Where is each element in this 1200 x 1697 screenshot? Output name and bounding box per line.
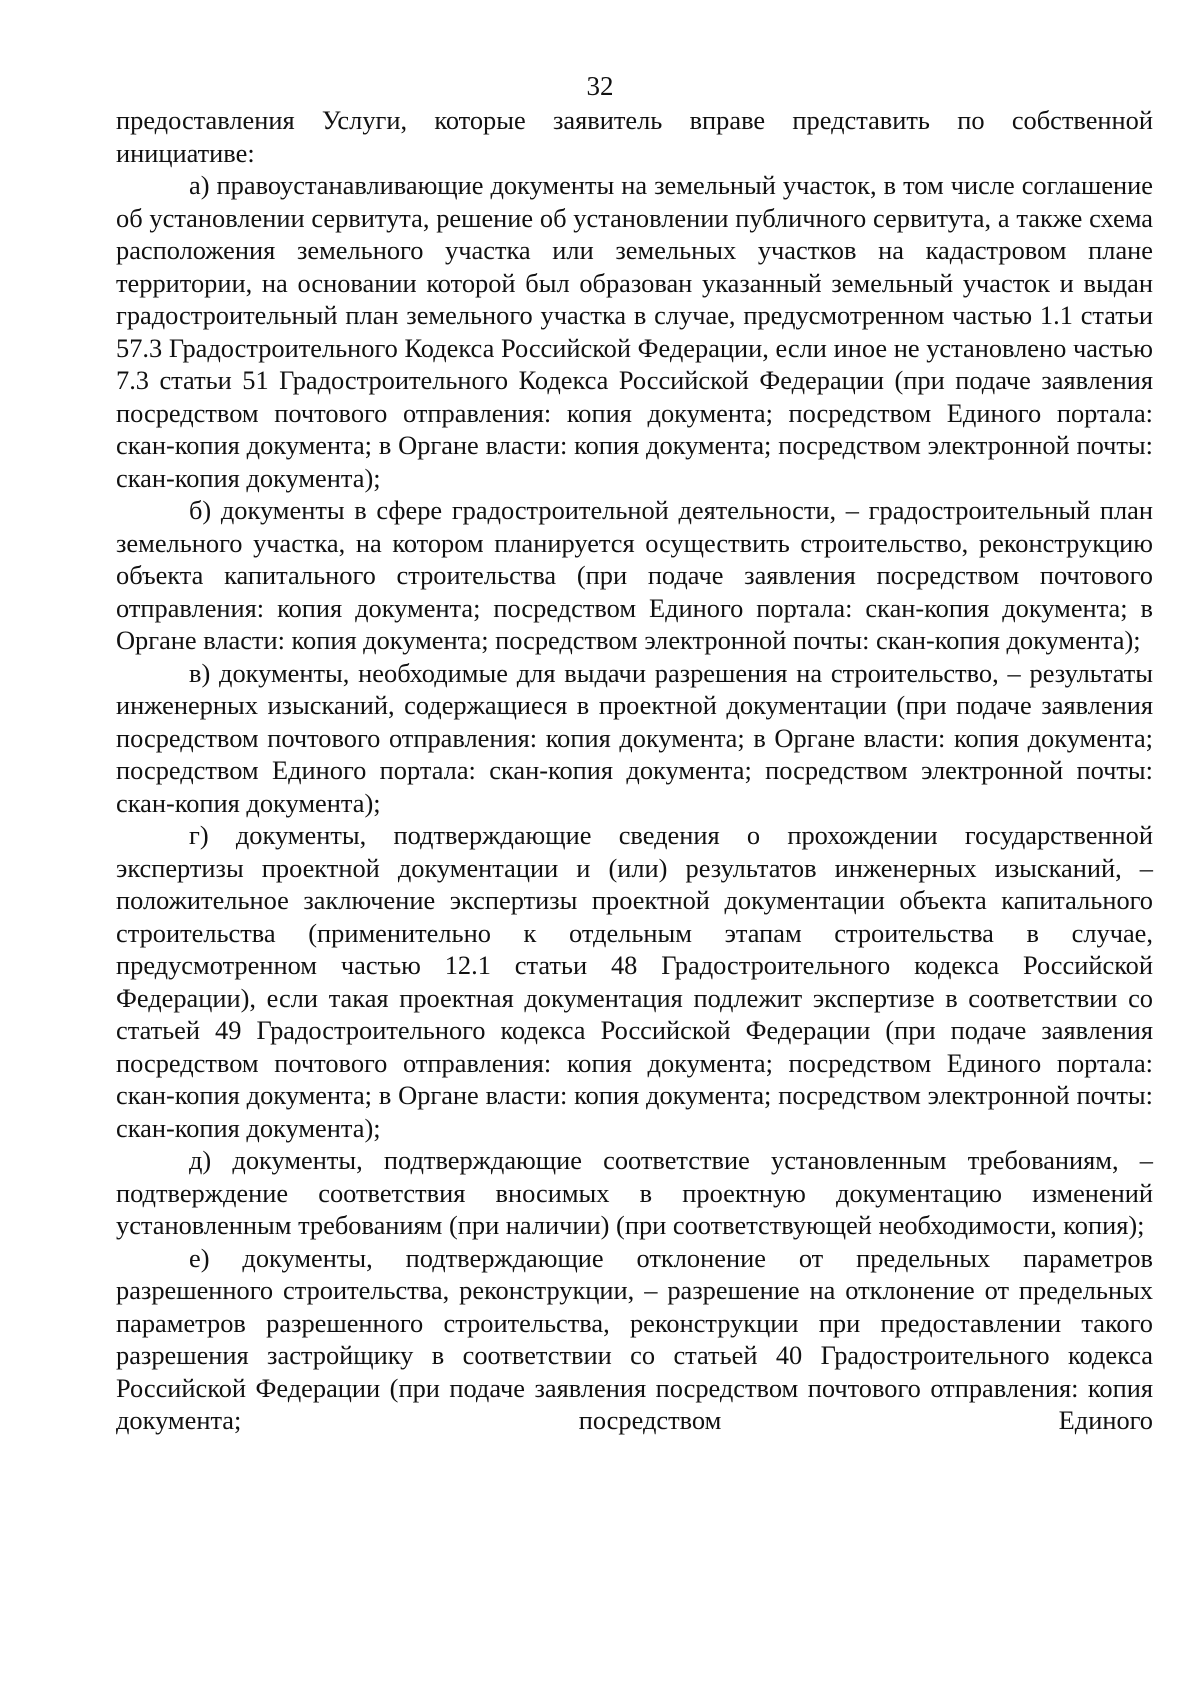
paragraph-item-e: е) документы, подтверждающие отклонение от предельных параметров разрешенного строительства, реконструкции, – разрешение на отклонение от предельных параметров разрешенного строительства, реконструкции при предоставлении такого разрешения застройщику в соответствии со статьей 40 Градостроительного кодекса Российской Федерации (при подаче заявления посредством почтового отправления: копия документа; посредством Единого — [116, 1242, 1153, 1435]
paragraph-continuation: предоставления Услуги, которые заявитель вправе представить по собственной инициативе: — [116, 105, 1153, 168]
page-number: 32 — [586, 71, 614, 101]
paragraph-item-a: а) правоустанавливающие документы на земельный участок, в том числе соглашение об установлении сервитута, решение об установлении публичного сервитута, а также схема расположения земельного участка или земельных участков на кадастровом плане территории, на основании которой был образован указанный земельный участок и выдан градостроительный план земельного участка в случае, предусмотренном частью 1.1 статьи 57.3 Градостроительного Кодекса Российской Федерации, если иное не установлено частью 7.3 статьи 51 Градостроительного Кодекса Российской Федерации (при подаче заявления посредством почтового отправления: копия документа; посредством Единого портала: скан-копия документа; в Органе власти: копия документа; посредством электронной почты: скан-копия документа); — [116, 170, 1153, 493]
paragraph-item-g: г) документы, подтверждающие сведения о прохождении государственной экспертизы проектной документации и (или) результатов инженерных изысканий, – положительное заключение экспертизы проектной документации объекта капитального строительства (применительно к отдельным этапам строительства в случае, предусмотренном частью 12.1 статьи 48 Градостроительного кодекса Российской Федерации), если такая проектная документация подлежит экспертизе в соответствии со статьей 49 Градостроительного кодекса Российской Федерации (при подаче заявления посредством почтового отправления: копия документа; посредством Единого портала: скан-копия документа; в Органе власти: копия документа; посредством электронной почты: скан-копия документа); — [116, 820, 1153, 1143]
paragraph-item-v: в) документы, необходимые для выдачи разрешения на строительство, – результаты инженерных изысканий, содержащиеся в проектной документации (при подаче заявления посредством почтового отправления: копия документа; в Органе власти: копия документа; посредством Единого портала: скан-копия документа; посредством электронной почты: скан-копия документа); — [116, 657, 1153, 818]
paragraph-item-d: д) документы, подтверждающие соответствие установленным требованиям, – подтверждение соответствия вносимых в проектную документацию изменений установленным требованиям (при наличии) (при соответствующей необходимости, копия); — [116, 1145, 1153, 1240]
paragraph-item-b: б) документы в сфере градостроительной деятельности, – градостроительный план земельного участка, на котором планируется осуществить строительство, реконструкцию объекта капитального строительства (при подаче заявления посредством почтового отправления: копия документа; посредством Единого портала: скан-копия документа; в Органе власти: копия документа; посредством электронной почты: скан-копия документа); — [116, 495, 1153, 655]
document-body — [116, 104, 1153, 1437]
